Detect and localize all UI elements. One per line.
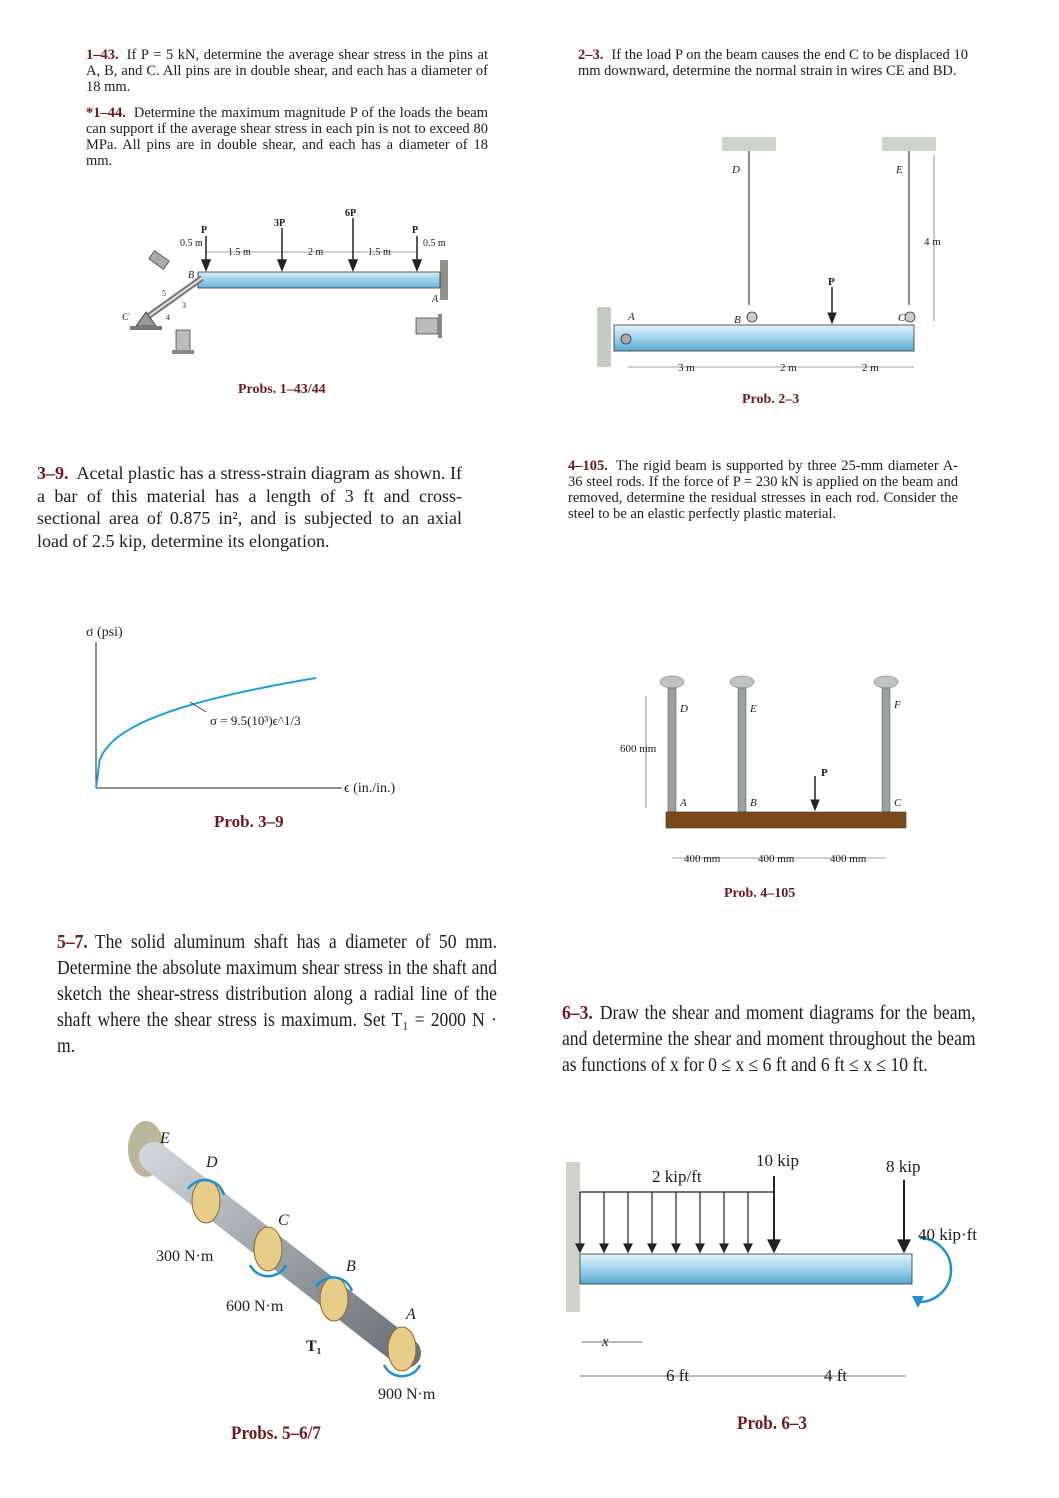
dim-label: 2 m bbox=[780, 362, 797, 374]
dim-label: 0.5 m bbox=[423, 238, 446, 249]
point-label: C bbox=[894, 797, 902, 809]
figure-caption: Prob. 6–3 bbox=[737, 1413, 807, 1434]
torque-label: 900 N·m bbox=[378, 1386, 436, 1403]
load-label: P bbox=[828, 276, 835, 288]
rod-be bbox=[738, 688, 746, 812]
load-label: P bbox=[821, 767, 828, 779]
gear-icon bbox=[320, 1277, 348, 1321]
rigid-beam bbox=[666, 812, 906, 828]
dim-label: 1.5 m bbox=[228, 247, 251, 258]
load-label: P bbox=[201, 225, 208, 236]
point-label: B bbox=[346, 1258, 356, 1275]
point-label: E bbox=[160, 1130, 170, 1147]
beam bbox=[580, 1254, 912, 1284]
figure-1-43-beam bbox=[110, 200, 480, 370]
torque-label: 300 N·m bbox=[156, 1248, 214, 1265]
slope-label: 5 bbox=[162, 289, 166, 298]
problem-text: The rigid beam is supported by three 25-mm diameter A-36 steel rods. If the force of P = 230 kN is applied on the beam and removed, determine the residual stresses in each rod. Consider the steel to be an elastic perfectly plastic material. bbox=[568, 458, 958, 522]
moment-label: 40 kip·ft bbox=[918, 1225, 978, 1244]
ceiling-support bbox=[882, 137, 936, 151]
problem-text: The solid aluminum shaft has a diameter of 50 mm. Determine the absolute maximum shear stress in the shaft and sketch the shear-stress distribution along a radial line of the shaft where the shear stress is maximum. Set T₁ = 2000 N · m. bbox=[57, 931, 497, 1057]
slope-label: 4 bbox=[166, 313, 170, 322]
stress-strain-curve bbox=[96, 678, 316, 788]
problem-4-105 bbox=[568, 458, 958, 522]
point-label: A bbox=[628, 311, 635, 323]
dim-label: 1.5 m bbox=[368, 247, 391, 258]
load-label: 10 kip bbox=[756, 1151, 799, 1170]
wall bbox=[566, 1162, 580, 1312]
point-label: A bbox=[432, 294, 439, 305]
problem-text: Determine the maximum magnitude P of the loads the beam can support if the average shear stress in each pin is not to exceed 80 MPa. All pins are in double shear, and each has a diameter of 18 mm. bbox=[86, 105, 488, 169]
point-label: E bbox=[750, 703, 757, 715]
dim-label: 0.5 m bbox=[180, 238, 203, 249]
problem-text: Acetal plastic has a stress-strain diagram as shown. If a bar of this material has a length of 3 ft and cross-sectional area of 0.875 in², and is subjected to an axial load of 2.5 kip, determine its elongation. bbox=[37, 463, 462, 551]
pin-icon bbox=[905, 312, 915, 322]
point-label: D bbox=[732, 164, 740, 176]
wall bbox=[597, 307, 611, 367]
problem-3-9 bbox=[37, 462, 462, 552]
figure-6-3-beam bbox=[562, 1140, 982, 1400]
dim-label: 2 m bbox=[862, 362, 879, 374]
point-label: B bbox=[750, 797, 757, 809]
gear-icon bbox=[192, 1179, 220, 1223]
x-axis-label: ϵ (in./in.) bbox=[344, 781, 396, 796]
problem-2-3 bbox=[578, 47, 968, 79]
pin-icon bbox=[172, 330, 194, 354]
dim-label: 4 m bbox=[924, 236, 941, 248]
pin-icon bbox=[747, 312, 757, 322]
figure-caption: Prob. 4–105 bbox=[724, 886, 796, 901]
problem-number: 6–3. bbox=[562, 1002, 593, 1024]
figure-4-105-rods bbox=[618, 670, 918, 875]
ceiling-support bbox=[722, 137, 776, 151]
point-label: B bbox=[188, 270, 195, 281]
problem-6-3 bbox=[562, 1000, 976, 1078]
point-label: E bbox=[896, 164, 903, 176]
pin-icon bbox=[416, 314, 442, 338]
point-label: A bbox=[406, 1306, 416, 1323]
dim-label: 400 mm bbox=[758, 853, 795, 865]
y-axis-label: σ (psi) bbox=[86, 625, 123, 640]
figure-caption: Probs. 5–6/7 bbox=[231, 1423, 321, 1444]
dim-label: 400 mm bbox=[684, 853, 721, 865]
equation-label: σ = 9.5(10³)ϵ^1/3 bbox=[210, 713, 301, 728]
pin-icon bbox=[621, 334, 631, 344]
point-label: C bbox=[122, 312, 129, 323]
problem-text: Draw the shear and moment diagrams for the beam, and determine the shear and moment throughout the beam as functions of x for 0 ≤ x ≤ 6 ft and 6 ft ≤ x ≤ 10 ft. bbox=[562, 1002, 976, 1076]
problem-text: If the load P on the beam causes the end C to be displaced 10 mm downward, determine the normal strain in wires CE and BD. bbox=[578, 47, 968, 79]
figure-2-3-beam bbox=[592, 135, 962, 385]
load-label: P bbox=[412, 225, 419, 236]
figure-caption: Prob. 2–3 bbox=[742, 392, 800, 407]
load-label: 6P bbox=[345, 208, 357, 219]
dim-label: 400 mm bbox=[830, 853, 867, 865]
point-label: B bbox=[734, 314, 741, 326]
dim-label: 3 m bbox=[678, 362, 695, 374]
problem-1-43 bbox=[86, 47, 488, 95]
torque-label: T₁ bbox=[306, 1338, 322, 1355]
figure-3-9-stress-strain bbox=[80, 620, 420, 810]
torque-label: 600 N·m bbox=[226, 1298, 284, 1315]
problem-5-7 bbox=[57, 929, 497, 1059]
figure-5-7-shaft bbox=[120, 1115, 460, 1405]
figure-caption: Probs. 1–43/44 bbox=[238, 382, 326, 397]
problem-number: 1–43. bbox=[86, 47, 119, 63]
point-label: F bbox=[894, 699, 901, 711]
problem-text: If P = 5 kN, determine the average shear stress in the pins at A, B, and C. All pins are in double shear, and each has a diameter of 18 mm. bbox=[86, 47, 488, 95]
moment-arrow-icon bbox=[918, 1238, 951, 1302]
dist-load-label: 2 kip/ft bbox=[652, 1167, 702, 1186]
x-label: x bbox=[602, 1334, 609, 1350]
beam bbox=[614, 325, 914, 351]
problem-number: 5–7. bbox=[57, 931, 88, 953]
problem-number: 3–9. bbox=[37, 463, 69, 483]
point-label: D bbox=[680, 703, 688, 715]
dim-label: 600 mm bbox=[620, 743, 657, 755]
dim-label: 6 ft bbox=[666, 1366, 690, 1385]
problem-number: *1–44. bbox=[86, 105, 126, 121]
point-label: D bbox=[206, 1154, 218, 1171]
point-label: C bbox=[898, 312, 906, 324]
gear-icon bbox=[388, 1327, 416, 1371]
wall bbox=[440, 260, 448, 300]
slope-label: 3 bbox=[182, 301, 186, 310]
problem-1-44 bbox=[86, 105, 488, 169]
load-label: 3P bbox=[274, 218, 286, 229]
problem-number: 4–105. bbox=[568, 458, 608, 474]
dim-label: 2 m bbox=[308, 247, 324, 258]
point-label: A bbox=[680, 797, 687, 809]
point-label: C bbox=[278, 1212, 289, 1229]
load-label: 8 kip bbox=[886, 1157, 921, 1176]
rod-cf bbox=[882, 688, 890, 812]
rod-ad bbox=[668, 688, 676, 812]
pin-icon bbox=[149, 251, 169, 270]
dim-label: 4 ft bbox=[824, 1366, 848, 1385]
gear-icon bbox=[254, 1227, 282, 1271]
figure-caption: Prob. 3–9 bbox=[214, 812, 284, 831]
beam bbox=[198, 272, 440, 288]
problem-number: 2–3. bbox=[578, 47, 604, 63]
